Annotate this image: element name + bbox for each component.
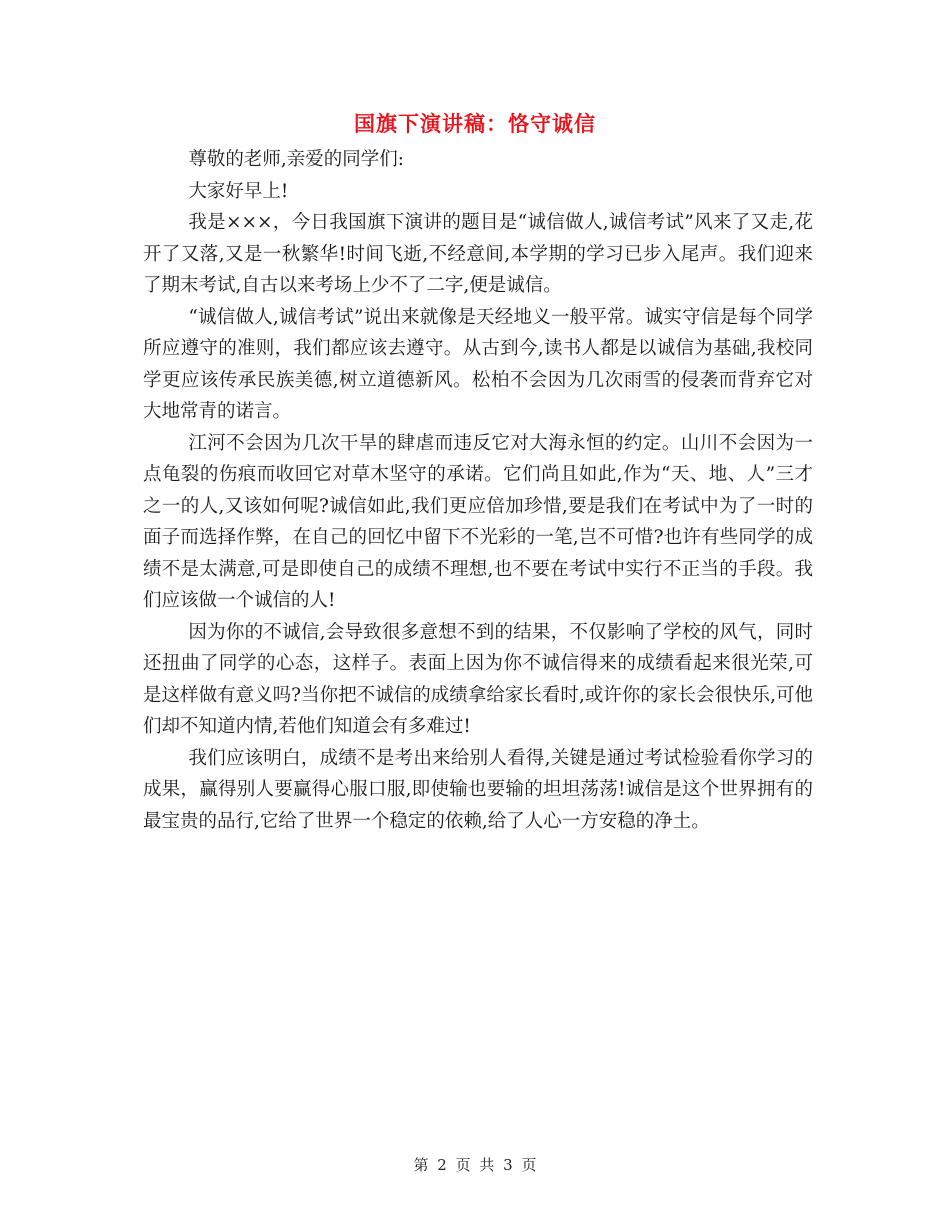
document-title: 国旗下演讲稿：恪守诚信 (354, 112, 596, 136)
body-paragraph: “诚信做人,诚信考试”说出来就像是天经地义一般平常。诚实守信是每个同学所应遵守的准则，我们都应该去遵守。从古到今,读书人都是以诚信为基础,我校同学更应该传承民族美德,树立道德新风。松柏不会因为几次雨雪的侵袭而背弃它对大地常青的诺言。 (143, 306, 813, 422)
salutation-paragraph: 大家好早上! (188, 180, 289, 202)
body-paragraph: 我们应该明白，成绩不是考出来给别人看得,关键是通过考试检验看你学习的成果，赢得别人要赢得心服口服,即使输也要输的坦坦荡荡!诚信是这个世界拥有的最宝贵的品行,它给了世界一个稳定的依赖,给了人心一方安稳的净土。 (143, 747, 813, 832)
greeting-paragraph: 尊敬的老师,亲爱的同学们: (188, 149, 404, 170)
body-paragraph: 江河不会因为几次干旱的肆虐而违反它对大海永恒的约定。山川不会因为一点龟裂的伤痕而收回它对草木坚守的承诺。它们尚且如此,作为“天、地、人”三才之一的人,又该如何呢?诚信如此,我们更应倍加珍惜,要是我们在考试中为了一时的面子而选择作弊，在自己的回忆中留下不光彩的一笔,岂不可惜?也许有些同学的成绩不是太满意,可是即使自己的成绩不理想,也不要在考试中实行不正当的手段。我们应该做一个诚信的人! (143, 432, 813, 611)
document-body (143, 144, 813, 837)
body-paragraph: 我是×××，今日我国旗下演讲的题目是“诚信做人,诚信考试”风来了又走,花开了又落,又是一秋繁华!时间飞逝,不经意间,本学期的学习已步入尾声。我们迎来了期末考试,自古以来考场上少不了二字,便是诚信。 (143, 212, 813, 296)
page-number-footer: 第 2 页 共 3 页 (413, 1156, 537, 1174)
body-paragraph: 因为你的不诚信,会导致很多意想不到的结果，不仅影响了学校的风气，同时还扭曲了同学的心态，这样子。表面上因为你不诚信得来的成绩看起来很光荣,可是这样做有意义吗?当你把不诚信的成绩拿给家长看时,或许你的家长会很快乐,可他们却不知道内情,若他们知道会有多难过! (143, 621, 813, 737)
